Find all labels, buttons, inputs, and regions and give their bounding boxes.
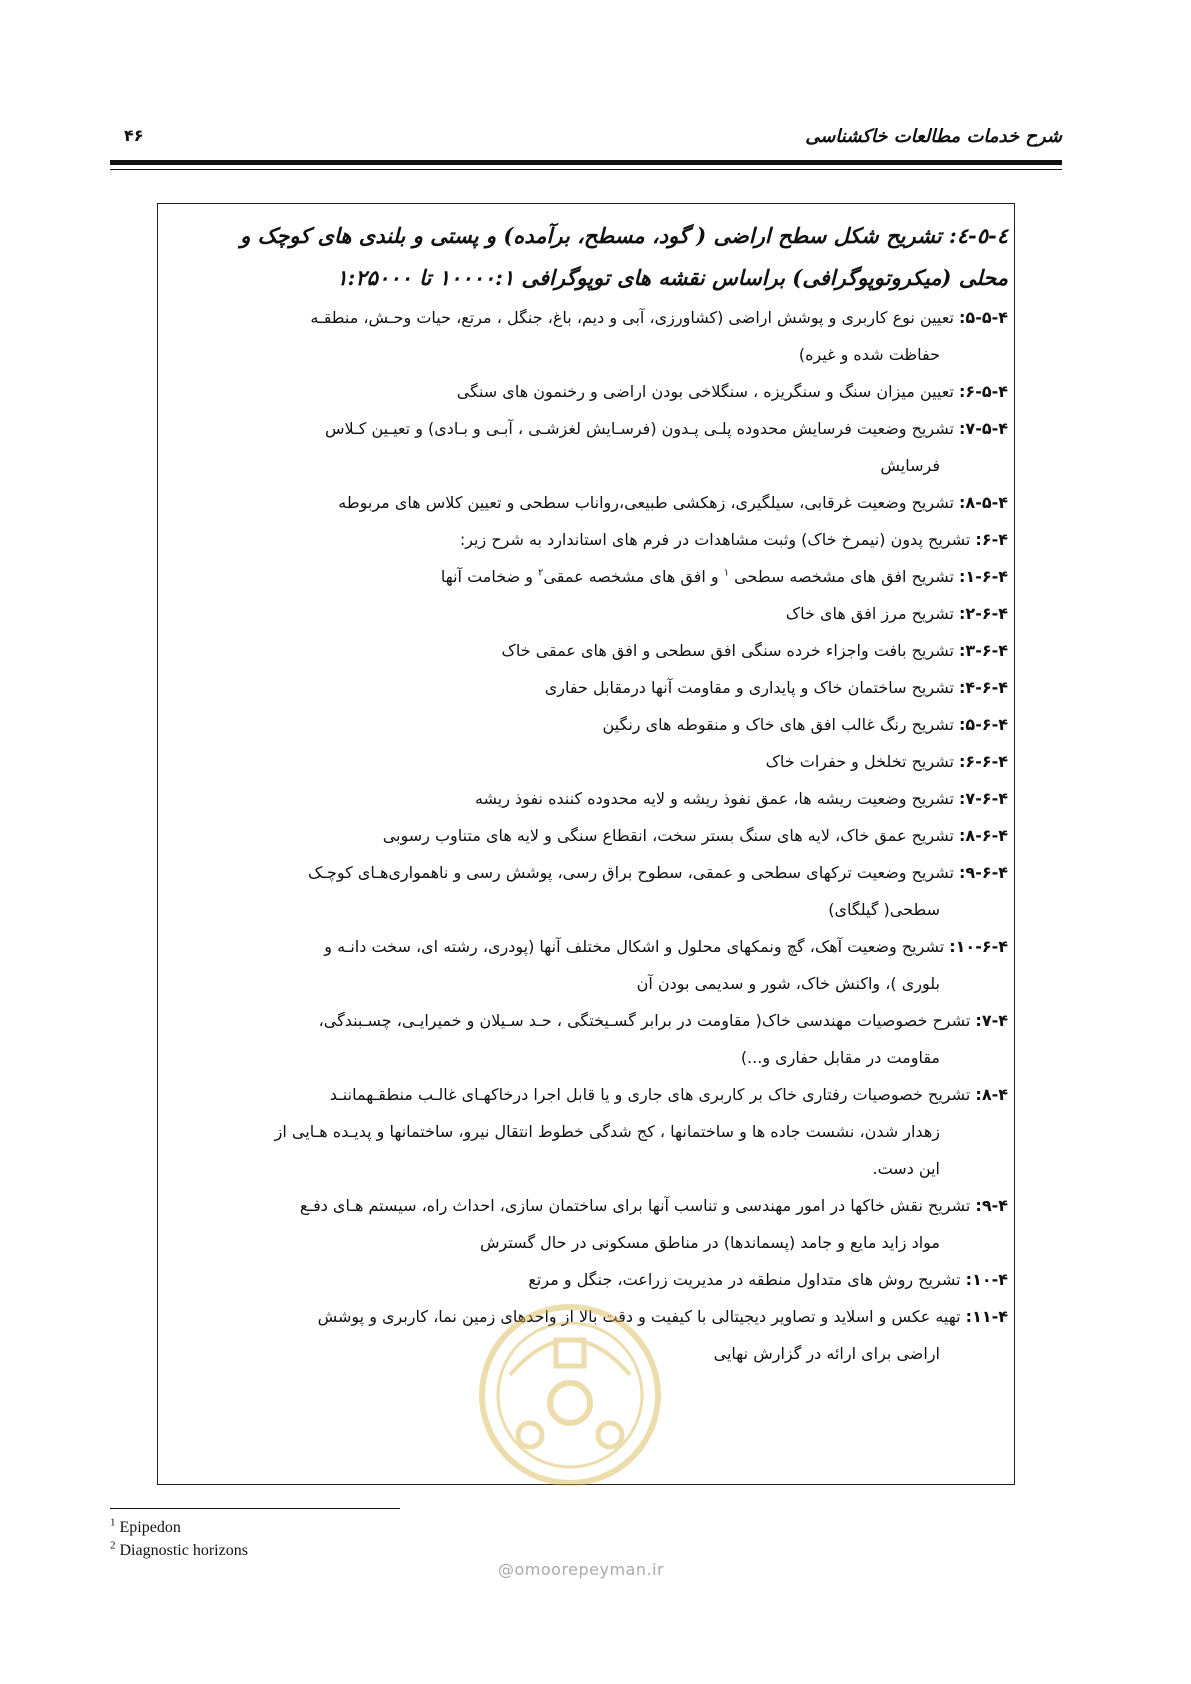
- item-number: ۹-۴:: [975, 1196, 1008, 1215]
- item-number: ۷-۵-۴:: [959, 419, 1008, 438]
- item-number: ۶-۵-۴:: [959, 382, 1008, 401]
- item-number: ۵-۵-۴:: [959, 308, 1008, 327]
- item-number: ۱۰-۶-۴:: [949, 937, 1008, 956]
- footnote-rule: [110, 1508, 400, 1509]
- list-item: [164, 410, 1008, 484]
- item-number: ۱۱-۴:: [965, 1307, 1008, 1326]
- item-number: ۹-۶-۴:: [959, 863, 1008, 882]
- item-text: تشریح تخلخل و حفرات خاک: [765, 752, 960, 771]
- page-number: ۴۶: [124, 126, 144, 145]
- list-item: [164, 595, 1008, 632]
- list-item: [164, 632, 1008, 669]
- item-number: ۷-۶-۴:: [959, 789, 1008, 808]
- list-item: [164, 706, 1008, 743]
- item-text: تشریح نقش خاکها در امور مهندسی و تناسب آنها برای ساختمان سازی، احداث راه، سیستم هـای دفـع: [299, 1196, 976, 1215]
- item-number: ۸-۴:: [975, 1085, 1008, 1104]
- list-item: [164, 521, 1008, 558]
- item-text: تشریح روش های متداول منطقه در مدیریت زراعت، جنگل و مرتع: [528, 1270, 966, 1289]
- item-text: تشریح مرز افق های خاک: [785, 604, 960, 623]
- item-text: تشریح ساختمان خاک و پایداری و مقاومت آنها درمقابل حفاری: [544, 678, 960, 697]
- item-number: ۱۰-۴:: [965, 1270, 1008, 1289]
- list-item: [164, 299, 1008, 373]
- footnotes: [110, 1516, 248, 1562]
- item-continuation: مقاومت در مقابل حفاری و...): [740, 1048, 940, 1067]
- item-text: تشریح وضعیت ترکهای سطحی و عمقی، سطوح براق رسی، پوشش رسی و ناهمواری‌هـای کوچـک: [308, 863, 960, 882]
- footnote: [110, 1516, 248, 1539]
- list-item: [164, 1002, 1008, 1076]
- item-text: تشریح عمق خاک، لایه های سنگ بستر سخت، انقطاع سنگی و لایه های متناوب رسوبی: [382, 826, 960, 845]
- item-continuation: مواد زاید مایع و جامد (پسماندها) در مناطق مسکونی در حال گسترش: [479, 1233, 940, 1252]
- item-text: تشریح پدون (نیمرخ خاک) وثبت مشاهدات در فرم های استاندارد به شرح زیر:: [459, 530, 976, 549]
- item-text: تشریح وضعیت آهک، گچ ونمکهای محلول و اشکال مختلف آنها (پودری، رشته ای، سخت دانـه و: [324, 937, 950, 956]
- item-continuation: بلوری )، واکنش خاک، شور و سدیمی بودن آن: [636, 974, 940, 993]
- item-text: تشریح بافت واجزاء خرده سنگی افق سطحی و افق های عمقی خاک: [501, 641, 960, 660]
- list-item: [164, 484, 1008, 521]
- item-continuation: سطحی( گیلگای): [828, 900, 940, 919]
- header-rule-thin: [110, 169, 1062, 170]
- item-text: تعیین نوع کاربری و پوشش اراضی (کشاورزی، آبی و دیم، باغ، جنگل ، مرتع، حیات وحـش، منطقـه: [310, 308, 960, 327]
- footnote: [110, 1539, 248, 1562]
- section-title-line2: محلی (میکروتوپوگرافی) براساس نقشه های توپوگرافی ۱۰۰۰۰:۱ تا ۱:۲۵۰۰۰: [336, 265, 1008, 290]
- item-text: تشریح رنگ غالب افق های خاک و منقوطه های رنگین: [602, 715, 960, 734]
- list-item: [164, 817, 1008, 854]
- footnote-ref: ۱: [723, 567, 730, 579]
- item-text: تشرح خصوصیات مهندسی خاک( مقاومت در برابر گسـیختگی ، حـد سـیلان و خمیرایـی، چسـبندگی،: [318, 1011, 976, 1030]
- watermark-url: @omoorepeyman.ir: [498, 1560, 665, 1579]
- item-continuation: این دست.: [872, 1159, 940, 1178]
- footnote-number: 1: [110, 1516, 116, 1529]
- list-item: [164, 780, 1008, 817]
- item-number: ۸-۵-۴:: [959, 493, 1008, 512]
- item-number: ۲-۶-۴:: [959, 604, 1008, 623]
- list-item: [164, 558, 1008, 595]
- list-item: [164, 1187, 1008, 1261]
- item-text: و افق های مشخصه عمقی: [543, 567, 724, 586]
- item-text: تشریح وضعیت ریشه ها، عمق نفوذ ریشه و لایه محدوده کننده نفوذ ریشه: [474, 789, 960, 808]
- item-number: ۴-۶-۴:: [959, 678, 1008, 697]
- item-continuation: حفاظت شده و غیره): [798, 345, 940, 364]
- footnote-text: Diagnostic horizons: [115, 1542, 248, 1559]
- item-text: تهیه عکس و اسلاید و تصاویر دیجیتالی با کیفیت و دقت بالا از واحدهای زمین نما، کاربری و پوشش: [317, 1307, 966, 1326]
- list-item: [164, 854, 1008, 928]
- item-continuation: فرسایش: [880, 456, 940, 475]
- section-title: [164, 215, 1008, 299]
- list-item: [164, 669, 1008, 706]
- content: [164, 215, 1008, 1372]
- header-title: شرح خدمات مطالعات خاکشناسی: [805, 126, 1062, 147]
- item-number: ۶-۶-۴:: [959, 752, 1008, 771]
- item-number: ۶-۴:: [975, 530, 1008, 549]
- footnote-text: Epipedon: [115, 1519, 181, 1536]
- item-text: تشریح خصوصیات رفتاری خاک بر کاربری های جاری و یا قابل اجرا درخاکهـای غالـب منطقـهماننـد: [329, 1085, 976, 1104]
- item-number: ۸-۶-۴:: [959, 826, 1008, 845]
- item-continuation: اراضی برای ارائه در گزارش نهایی: [713, 1344, 940, 1363]
- page-header: [110, 118, 1062, 158]
- item-number: ۳-۶-۴:: [959, 641, 1008, 660]
- item-text: تعیین میزان سنگ و سنگریزه ، سنگلاخی بودن اراضی و رخنمون های سنگی: [456, 382, 960, 401]
- footnote-ref: ۲: [538, 567, 544, 579]
- item-continuation: زهدار شدن، نشست جاده ها و ساختمانها ، کج شدگی خطوط انتقال نیرو، ساختمانها و پدیـده هـایی از: [274, 1122, 940, 1141]
- list-item: [164, 1076, 1008, 1187]
- item-text: تشریح وضعیت فرسایش محدوده پلـی پـدون (فرسـایش لغزشـی ، آبـی و بـادی) و تعیـین کـلاس: [324, 419, 960, 438]
- section-title-line1: ٤-٥-٤: تشریح شکل سطح اراضی ( گود، مسطح، برآمده) و پستی و بلندی های کوچک و: [240, 223, 1008, 248]
- list-item: [164, 928, 1008, 1002]
- watermark-seal-icon: [470, 1285, 670, 1555]
- list-item: [164, 743, 1008, 780]
- footnote-number: 2: [110, 1539, 116, 1552]
- item-text: تشریح افق های مشخصه سطحی: [729, 567, 960, 586]
- item-number: ۱-۶-۴:: [959, 567, 1008, 586]
- item-text: تشریح وضعیت غرقابی، سیلگیری، زهکشی طبیعی،رواناب سطحی و تعیین کلاس های مربوطه: [338, 493, 960, 512]
- item-number: ۵-۶-۴:: [959, 715, 1008, 734]
- item-text: و ضخامت آنها: [440, 567, 539, 586]
- item-number: ۷-۴:: [975, 1011, 1008, 1030]
- header-rule-thick: [110, 160, 1062, 165]
- list-item: [164, 373, 1008, 410]
